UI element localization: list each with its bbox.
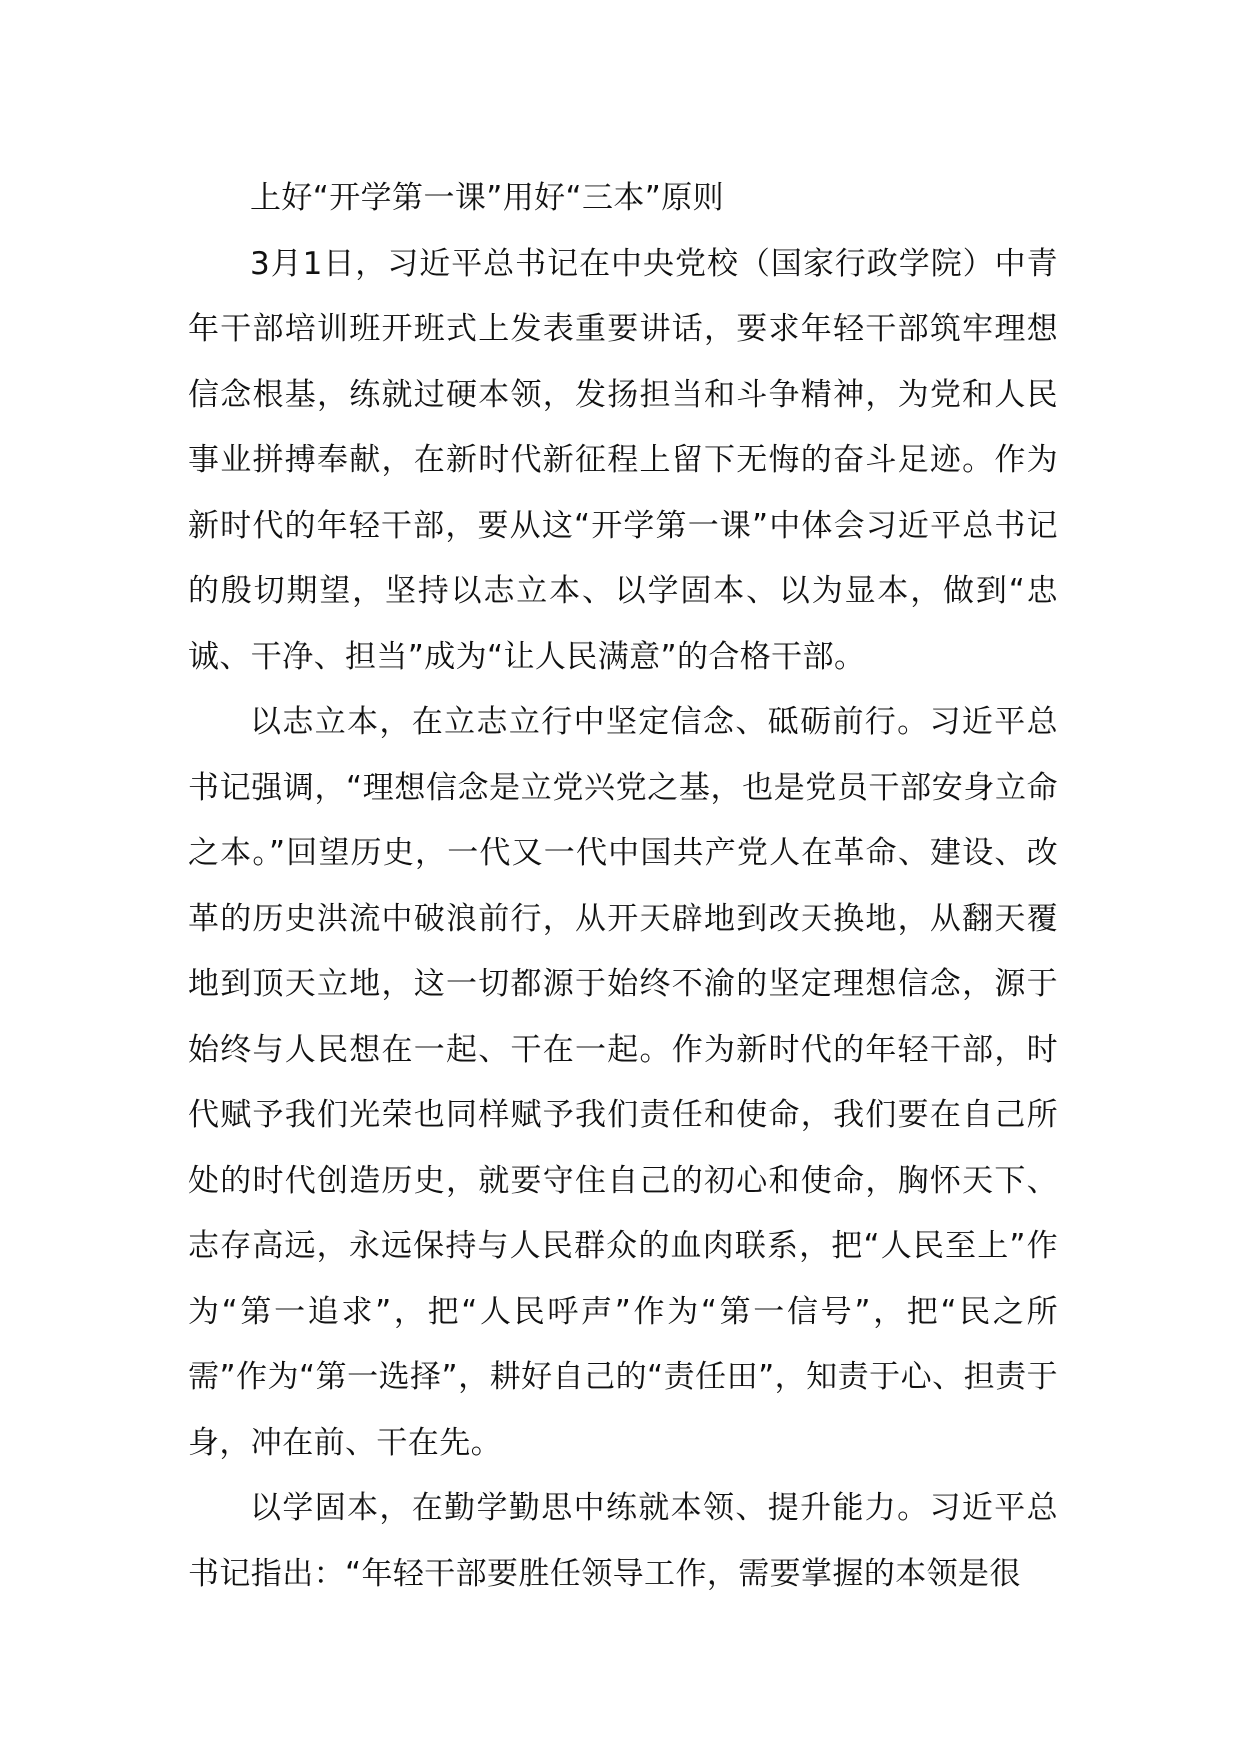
document-title: 上好“开学第一课”用好“三本”原则 [250, 180, 725, 216]
paragraph-2: 以志立本，在立志立行中坚定信念、砥砺前行。习近平总书记强调，“理想信念是立党兴党之基，也是党员干部安身立命之本。”回望历史，一代又一代中国共产党人在革命、建设、改革的历史洪流中破浪前行，从开天辟地到改天换地，从翻天覆地到顶天立地，这一切都源于始终不渝的坚定理想信念，源于始终与人民想在一起、干在一起。作为新时代的年轻干部，时代赋予我们光荣也同样赋予我们责任和使命，我们要在自己所处的时代创造历史，就要守住自己的初心和使命，胸怀天下、志存高远，永远保持与人民群众的血肉联系，把“人民至上”作为“第一追求”，把“人民呼声”作为“第一信号”，把“民之所需”作为“第一选择”，耕好自己的“责任田”，知责于心、担责于身，冲在前、干在先。 [188, 704, 1058, 1461]
paragraph-1: 3月1日，习近平总书记在中央党校（国家行政学院）中青年干部培训班开班式上发表重要讲话，要求年轻干部筑牢理想信念根基，练就过硬本领，发扬担当和斗争精神，为党和人民事业拼搏奉献，在新时代新征程上留下无悔的奋斗足迹。作为新时代的年轻干部，要从这“开学第一课”中体会习近平总书记的殷切期望，坚持以志立本、以学固本、以为显本，做到“忠诚、干净、担当”成为“让人民满意”的合格干部。 [188, 245, 1058, 675]
document-body [188, 166, 1058, 1607]
paragraph-3: 以学固本，在勤学勤思中练就本领、提升能力。习近平总书记指出：“年轻干部要胜任领导工作，需要掌握的本领是很 [188, 1490, 1058, 1592]
